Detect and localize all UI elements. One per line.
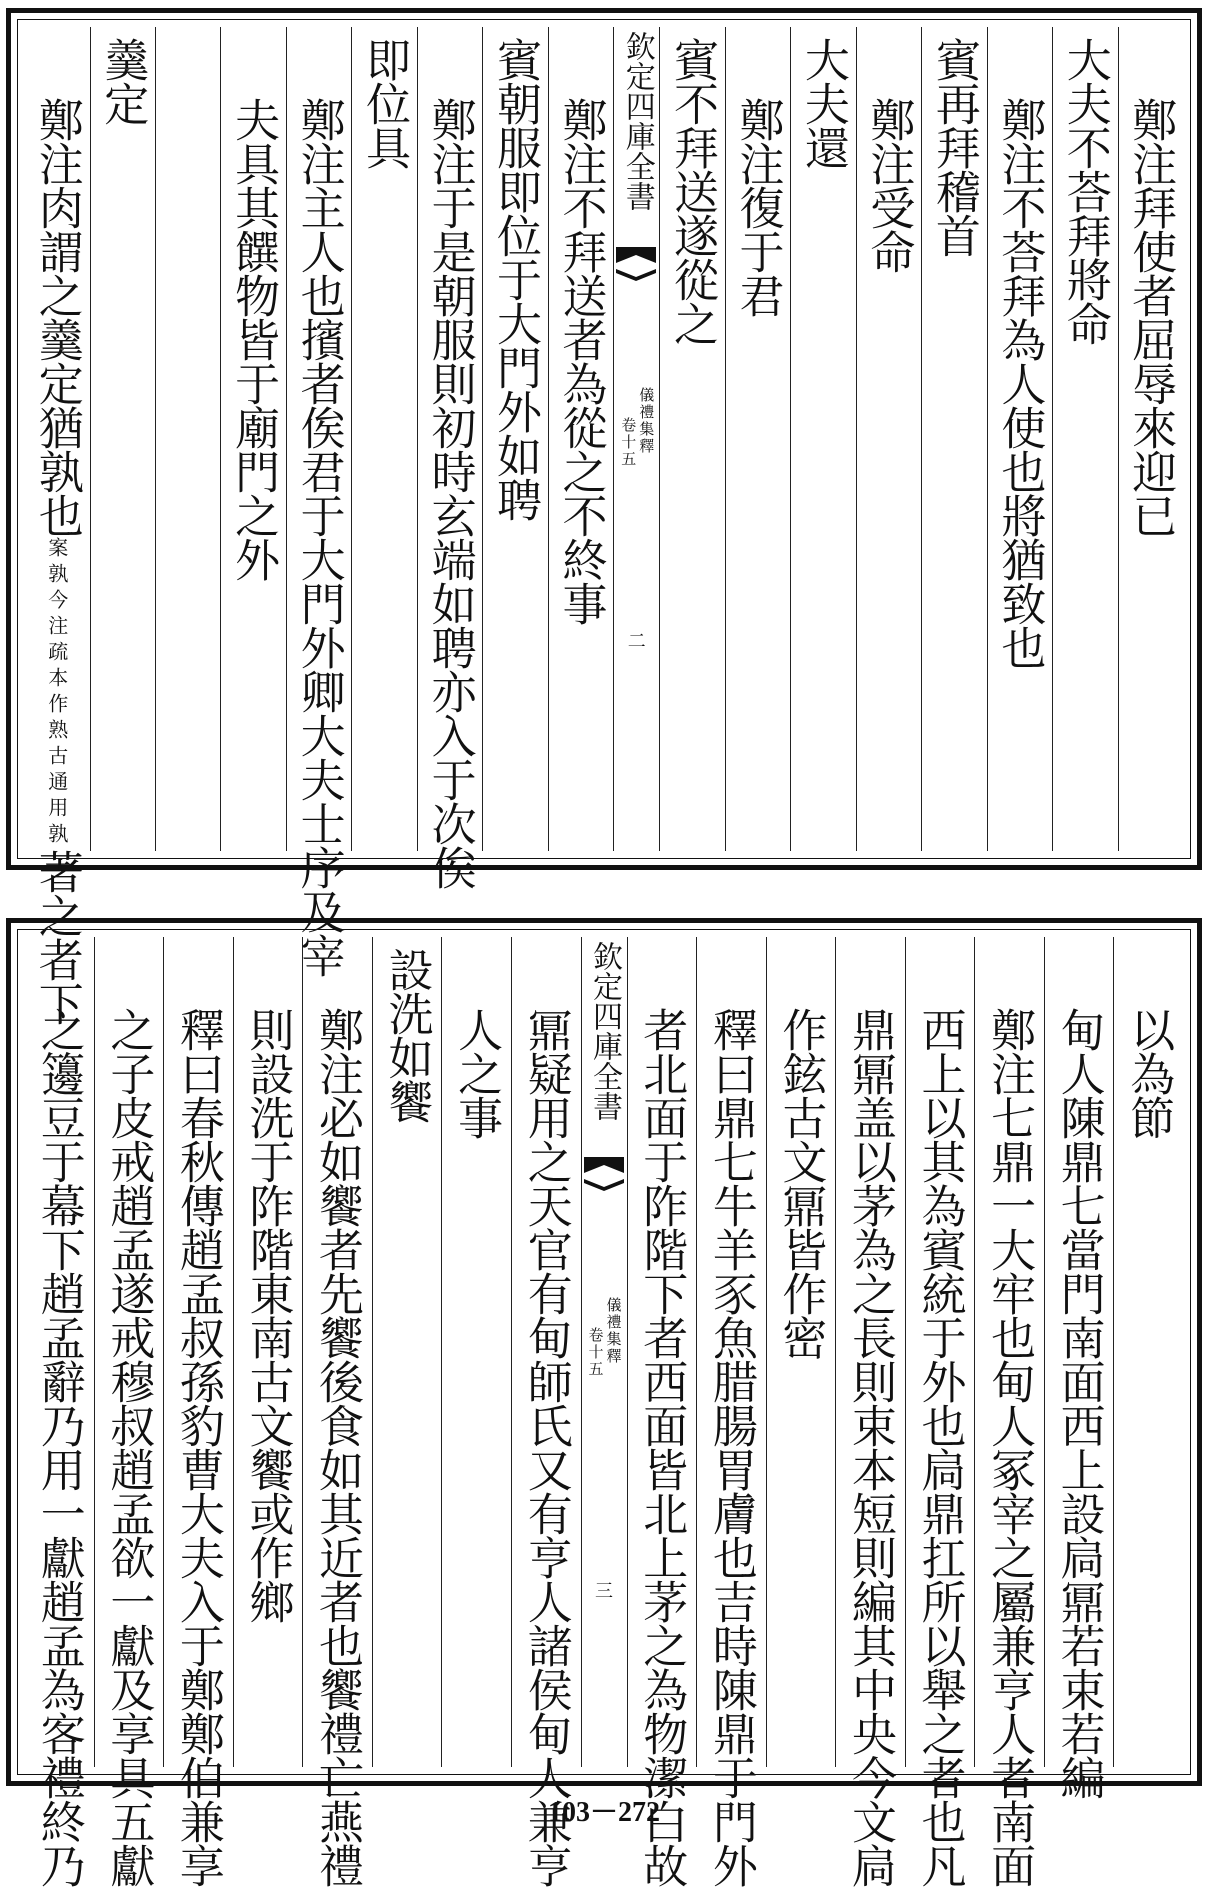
text-column xyxy=(351,27,416,851)
catalog-number: 103－272 xyxy=(547,1797,660,1828)
text-column xyxy=(921,27,986,851)
text-column xyxy=(696,937,766,1887)
column-text xyxy=(30,97,84,1025)
column-text: 甸人陳鼎七當門南面西上設扃鼏若束若編 xyxy=(1052,1007,1106,1799)
text-column xyxy=(372,937,442,1767)
text-column xyxy=(163,937,233,1887)
text-column xyxy=(835,937,905,1887)
text-column xyxy=(627,937,697,1887)
main-text: 著之者下 xyxy=(30,849,84,1025)
center-margin xyxy=(581,937,627,1767)
text-column xyxy=(441,937,511,1767)
column-text: 則設洗于阼階東南古文饗或作鄉 xyxy=(241,1007,295,1623)
text-column xyxy=(1052,27,1117,851)
volume-number: 卷十五 xyxy=(619,417,638,468)
text-column xyxy=(25,27,89,1025)
column-text: 大夫還 xyxy=(796,37,850,169)
column-text: 釋曰鼎七牛羊豕魚腊腸胃膚也吉時陳鼎于門外 xyxy=(704,1007,758,1887)
volume-number: 卷十五 xyxy=(586,1327,605,1378)
library-header: 欽定四庫全書 xyxy=(619,31,655,211)
text-column xyxy=(856,27,921,851)
center-margin xyxy=(613,27,659,851)
column-text: 鄭注七鼎一大牢也甸人冢宰之屬兼亨人者南面 xyxy=(983,1007,1037,1887)
main-text: 鄭注肉謂之羹定猶孰也 xyxy=(30,97,84,537)
column-text: 夫具其饌物皆于廟門之外 xyxy=(227,97,281,581)
book-title: 儀禮集釋 xyxy=(637,387,656,455)
text-column xyxy=(905,937,975,1887)
column-text: 作鉉古文鼏皆作密 xyxy=(774,1007,828,1359)
column-text: 賓朝服即位于大門外如聘 xyxy=(489,37,543,521)
fish-tail-mark-icon xyxy=(616,247,656,289)
library-header: 欽定四庫全書 xyxy=(587,941,622,1121)
column-text: 鄭注復于君 xyxy=(731,97,785,317)
column-text: 鄭注主人也擯者俟君于大門外卿大夫士序及宰 xyxy=(292,97,346,977)
text-column xyxy=(155,27,220,851)
text-column xyxy=(1044,937,1114,1799)
column-text: 釋曰春秋傳趙孟叔孫豹曹大夫入于鄭鄭伯兼享 xyxy=(171,1007,225,1887)
column-text: 鄭注拜使者屈辱來迎已 xyxy=(1124,97,1178,537)
column-text: 鄭注不荅拜為人使也將猶致也 xyxy=(993,97,1047,669)
text-column xyxy=(220,27,285,851)
text-column xyxy=(90,27,155,851)
text-column xyxy=(790,27,855,851)
text-column xyxy=(1113,937,1183,1767)
column-text: 鼎鼏盖以茅為之長則束本短則編其中央今文扃 xyxy=(843,1007,897,1887)
page-number: 二 xyxy=(627,631,646,652)
column-text: 設洗如饗 xyxy=(380,947,434,1123)
column-text: 賓再拜稽首 xyxy=(927,37,981,257)
text-column xyxy=(25,937,94,1887)
text-column xyxy=(987,27,1052,851)
column-text: 即位具 xyxy=(358,37,412,169)
text-column xyxy=(548,27,613,851)
book-title: 儀禮集釋 xyxy=(604,1297,623,1365)
text-column xyxy=(482,27,547,851)
text-column xyxy=(302,937,372,1887)
column-text: 鄭注受命 xyxy=(862,97,916,273)
page-upper xyxy=(6,8,1202,1025)
column-text: 鄭注不拜送者為從之不終事 xyxy=(554,97,608,625)
page-number: 三 xyxy=(595,1581,613,1602)
column-text: 羹定 xyxy=(96,37,150,125)
text-column xyxy=(725,27,790,851)
text-column xyxy=(766,937,836,1767)
columns-upper xyxy=(25,27,1183,1025)
text-column xyxy=(286,27,351,977)
text-column xyxy=(94,937,164,1887)
column-text: 之籩豆于幕下趙孟辭乃用一獻趙孟為客禮終乃 xyxy=(32,1007,86,1887)
annotation-note: 案孰今注疏本作熟古通用孰 xyxy=(44,537,69,849)
column-text: 人之事 xyxy=(450,1007,504,1139)
fish-tail-mark-icon xyxy=(584,1157,624,1199)
column-text: 者北面于阼階下者西面皆北上茅之為物潔白故 xyxy=(635,1007,689,1887)
column-text: 鄭注于是朝服則初時玄端如聘亦入于次俟 xyxy=(423,97,477,889)
column-text: 大夫不荅拜將命 xyxy=(1058,37,1112,345)
text-column xyxy=(974,937,1044,1887)
column-text: 之子皮戒趙孟遂戒穆叔趙孟欲一獻及享具五獻 xyxy=(102,1007,156,1887)
column-text: 賓不拜送遂從之 xyxy=(665,37,719,345)
column-text: 以為節 xyxy=(1122,1007,1176,1139)
text-column xyxy=(417,27,482,889)
column-text: 鼏疑用之天官有甸師氏又有亨人諸侯甸人兼亨 xyxy=(519,1007,573,1887)
text-column xyxy=(1118,27,1183,851)
text-column xyxy=(233,937,303,1767)
column-text: 鄭注必如饗者先饗後食如其近者也饗禮亡燕禮 xyxy=(311,1007,365,1887)
text-column xyxy=(659,27,724,851)
text-column xyxy=(511,937,581,1887)
column-text: 西上以其為賓統于外也扃鼎扛所以舉之者也凡 xyxy=(913,1007,967,1887)
